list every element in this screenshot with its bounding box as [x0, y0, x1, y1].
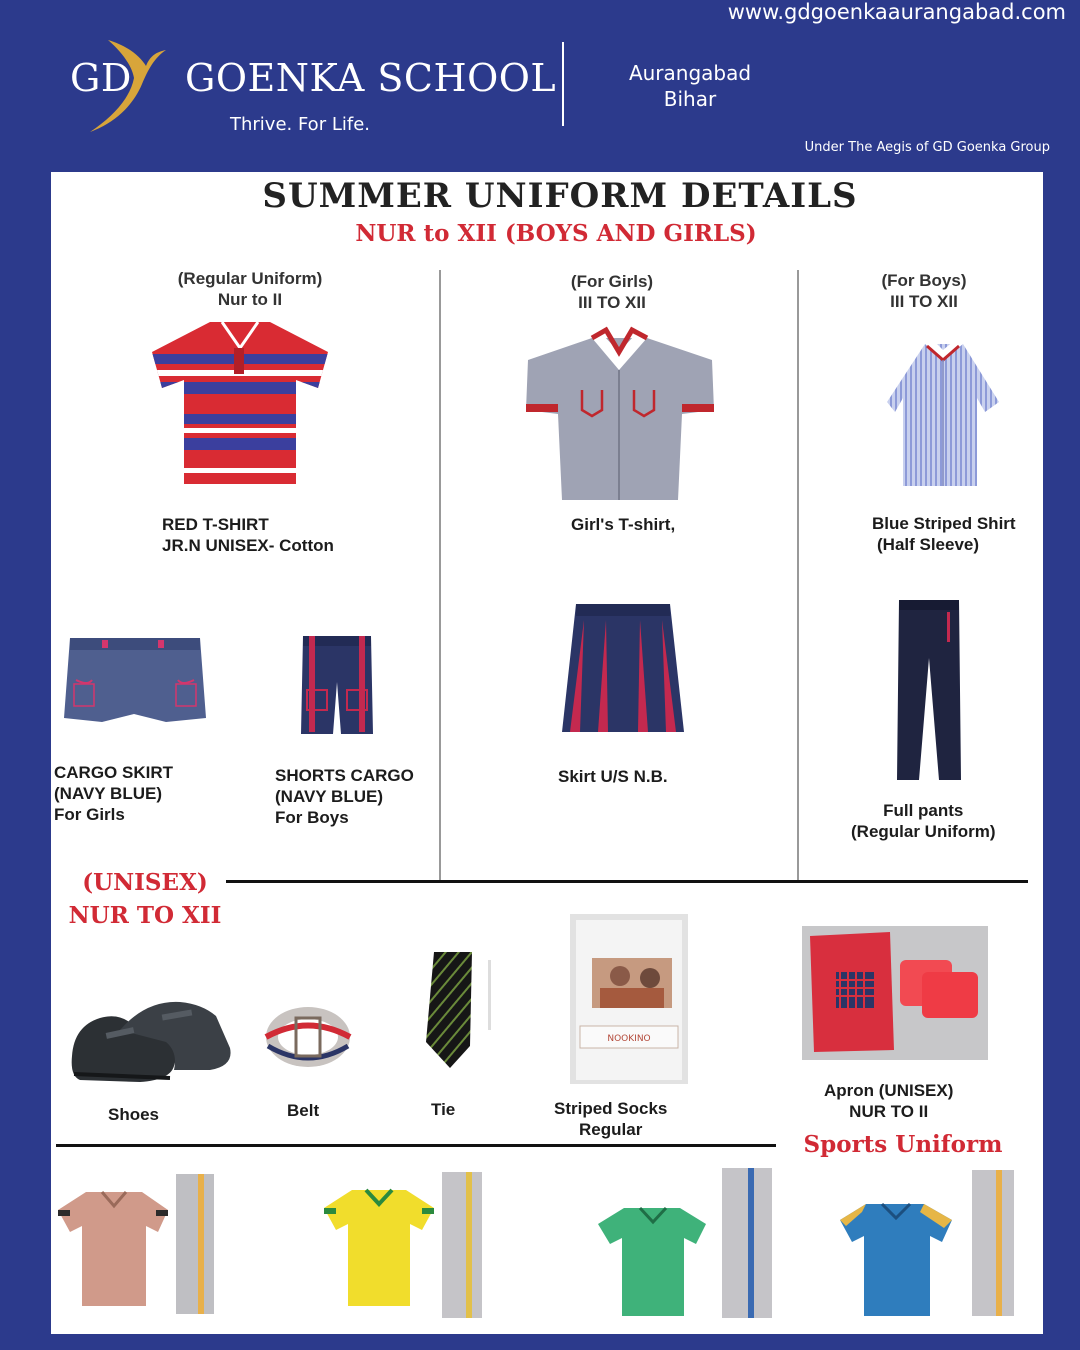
- socks-label: [554, 1098, 667, 1140]
- girls-shirt-image: [522, 334, 717, 504]
- item-label-line: (Regular Uniform): [851, 822, 996, 841]
- unisex-heading: [56, 866, 234, 932]
- belt-image: [264, 1004, 352, 1070]
- cargo-skirt-image: [62, 634, 208, 730]
- cargo-skirt-label: [54, 762, 173, 825]
- item-label-line: Apron (UNISEX): [824, 1081, 954, 1100]
- logo-prefix: GD: [70, 56, 132, 100]
- apron-image: [802, 926, 988, 1060]
- item-label-line: CARGO SKIRT: [54, 763, 173, 782]
- red-tshirt-label: [162, 514, 334, 556]
- column-heading-girls: [492, 271, 732, 313]
- sports-uniform-blue-image: [836, 1168, 1020, 1320]
- skirt-label: [558, 766, 668, 787]
- item-label-line: (Half Sleeve): [877, 535, 980, 554]
- item-label-line: NUR TO II: [849, 1102, 929, 1121]
- column-divider: [797, 270, 799, 880]
- unisex-heading-line: NUR TO XII: [68, 902, 222, 929]
- sports-uniform-yellow-image: [322, 1170, 490, 1322]
- tie-image: [420, 950, 492, 1070]
- pleated-skirt-image: [560, 600, 686, 736]
- sports-uniform-pink-image: [56, 1170, 222, 1320]
- blue-striped-shirt-image: [885, 340, 1003, 490]
- column-divider: [439, 270, 441, 880]
- unisex-heading-line: (UNISEX): [82, 869, 208, 896]
- shoes-image: [70, 996, 234, 1088]
- item-label-line: Regular: [579, 1120, 643, 1139]
- city: Aurangabad: [628, 61, 752, 85]
- apron-label: [824, 1080, 953, 1122]
- item-label-line: For Girls: [54, 805, 125, 824]
- column-heading-line: (Regular Uniform): [177, 269, 323, 288]
- shoes-label: Shoes: [108, 1105, 160, 1124]
- item-label-line: (NAVY BLUE): [275, 787, 383, 806]
- section-divider: [56, 1144, 776, 1147]
- item-label-line: Striped Socks: [554, 1099, 668, 1118]
- full-pants-label: [851, 800, 996, 842]
- item-label-line: Girl's T-shirt,: [571, 515, 676, 534]
- shorts-cargo-image: [299, 634, 375, 738]
- item-label-line: Full pants: [883, 801, 964, 820]
- belt-label: Belt: [287, 1101, 320, 1120]
- column-heading-line: III TO XII: [890, 292, 958, 311]
- column-heading-line: Nur to II: [217, 290, 283, 309]
- column-heading-line: (For Boys): [881, 271, 967, 290]
- svg-text:NOOKINO: NOOKINO: [607, 1034, 651, 1044]
- state: Bihar: [663, 87, 717, 111]
- tie-label: Tie: [431, 1100, 456, 1119]
- item-label-line: Blue Striped Shirt: [872, 514, 1016, 533]
- page-subtitle: NUR to XII (BOYS AND GIRLS): [355, 220, 757, 247]
- page-title: SUMMER UNIFORM DETAILS: [262, 176, 858, 216]
- school-logo-name: [70, 56, 556, 100]
- tagline: Thrive. For Life.: [230, 114, 370, 135]
- sports-uniform-heading: Sports Uniform: [803, 1131, 1003, 1158]
- header-divider: [562, 42, 564, 126]
- blue-shirt-label: [872, 513, 1016, 555]
- item-label-line: For Boys: [275, 808, 349, 827]
- column-heading-regular: [130, 268, 370, 310]
- full-pants-image: [893, 598, 965, 784]
- item-label-line: Skirt U/S N.B.: [558, 767, 668, 786]
- column-heading-line: (For Girls): [570, 272, 654, 291]
- location: [600, 60, 780, 112]
- logo-name: GOENKA SCHOOL: [185, 56, 557, 100]
- item-label-line: JR.N UNISEX- Cotton: [162, 536, 334, 555]
- section-divider: [226, 880, 1028, 883]
- sports-uniform-green-image: [596, 1166, 782, 1322]
- shorts-cargo-label: [275, 765, 414, 828]
- website-url[interactable]: www.gdgoenkaaurangabad.com: [727, 0, 1066, 24]
- aegis-text: Under The Aegis of GD Goenka Group: [804, 140, 1050, 155]
- item-label-line: SHORTS CARGO: [275, 766, 414, 785]
- column-heading-boys: [804, 270, 1044, 312]
- item-label-line: RED T-SHIRT: [162, 515, 269, 534]
- item-label-line: (NAVY BLUE): [54, 784, 162, 803]
- red-tshirt-image: [150, 318, 330, 488]
- socks-pack-image: [570, 914, 688, 1084]
- girls-tshirt-label: [571, 514, 675, 535]
- column-heading-line: III TO XII: [578, 293, 646, 312]
